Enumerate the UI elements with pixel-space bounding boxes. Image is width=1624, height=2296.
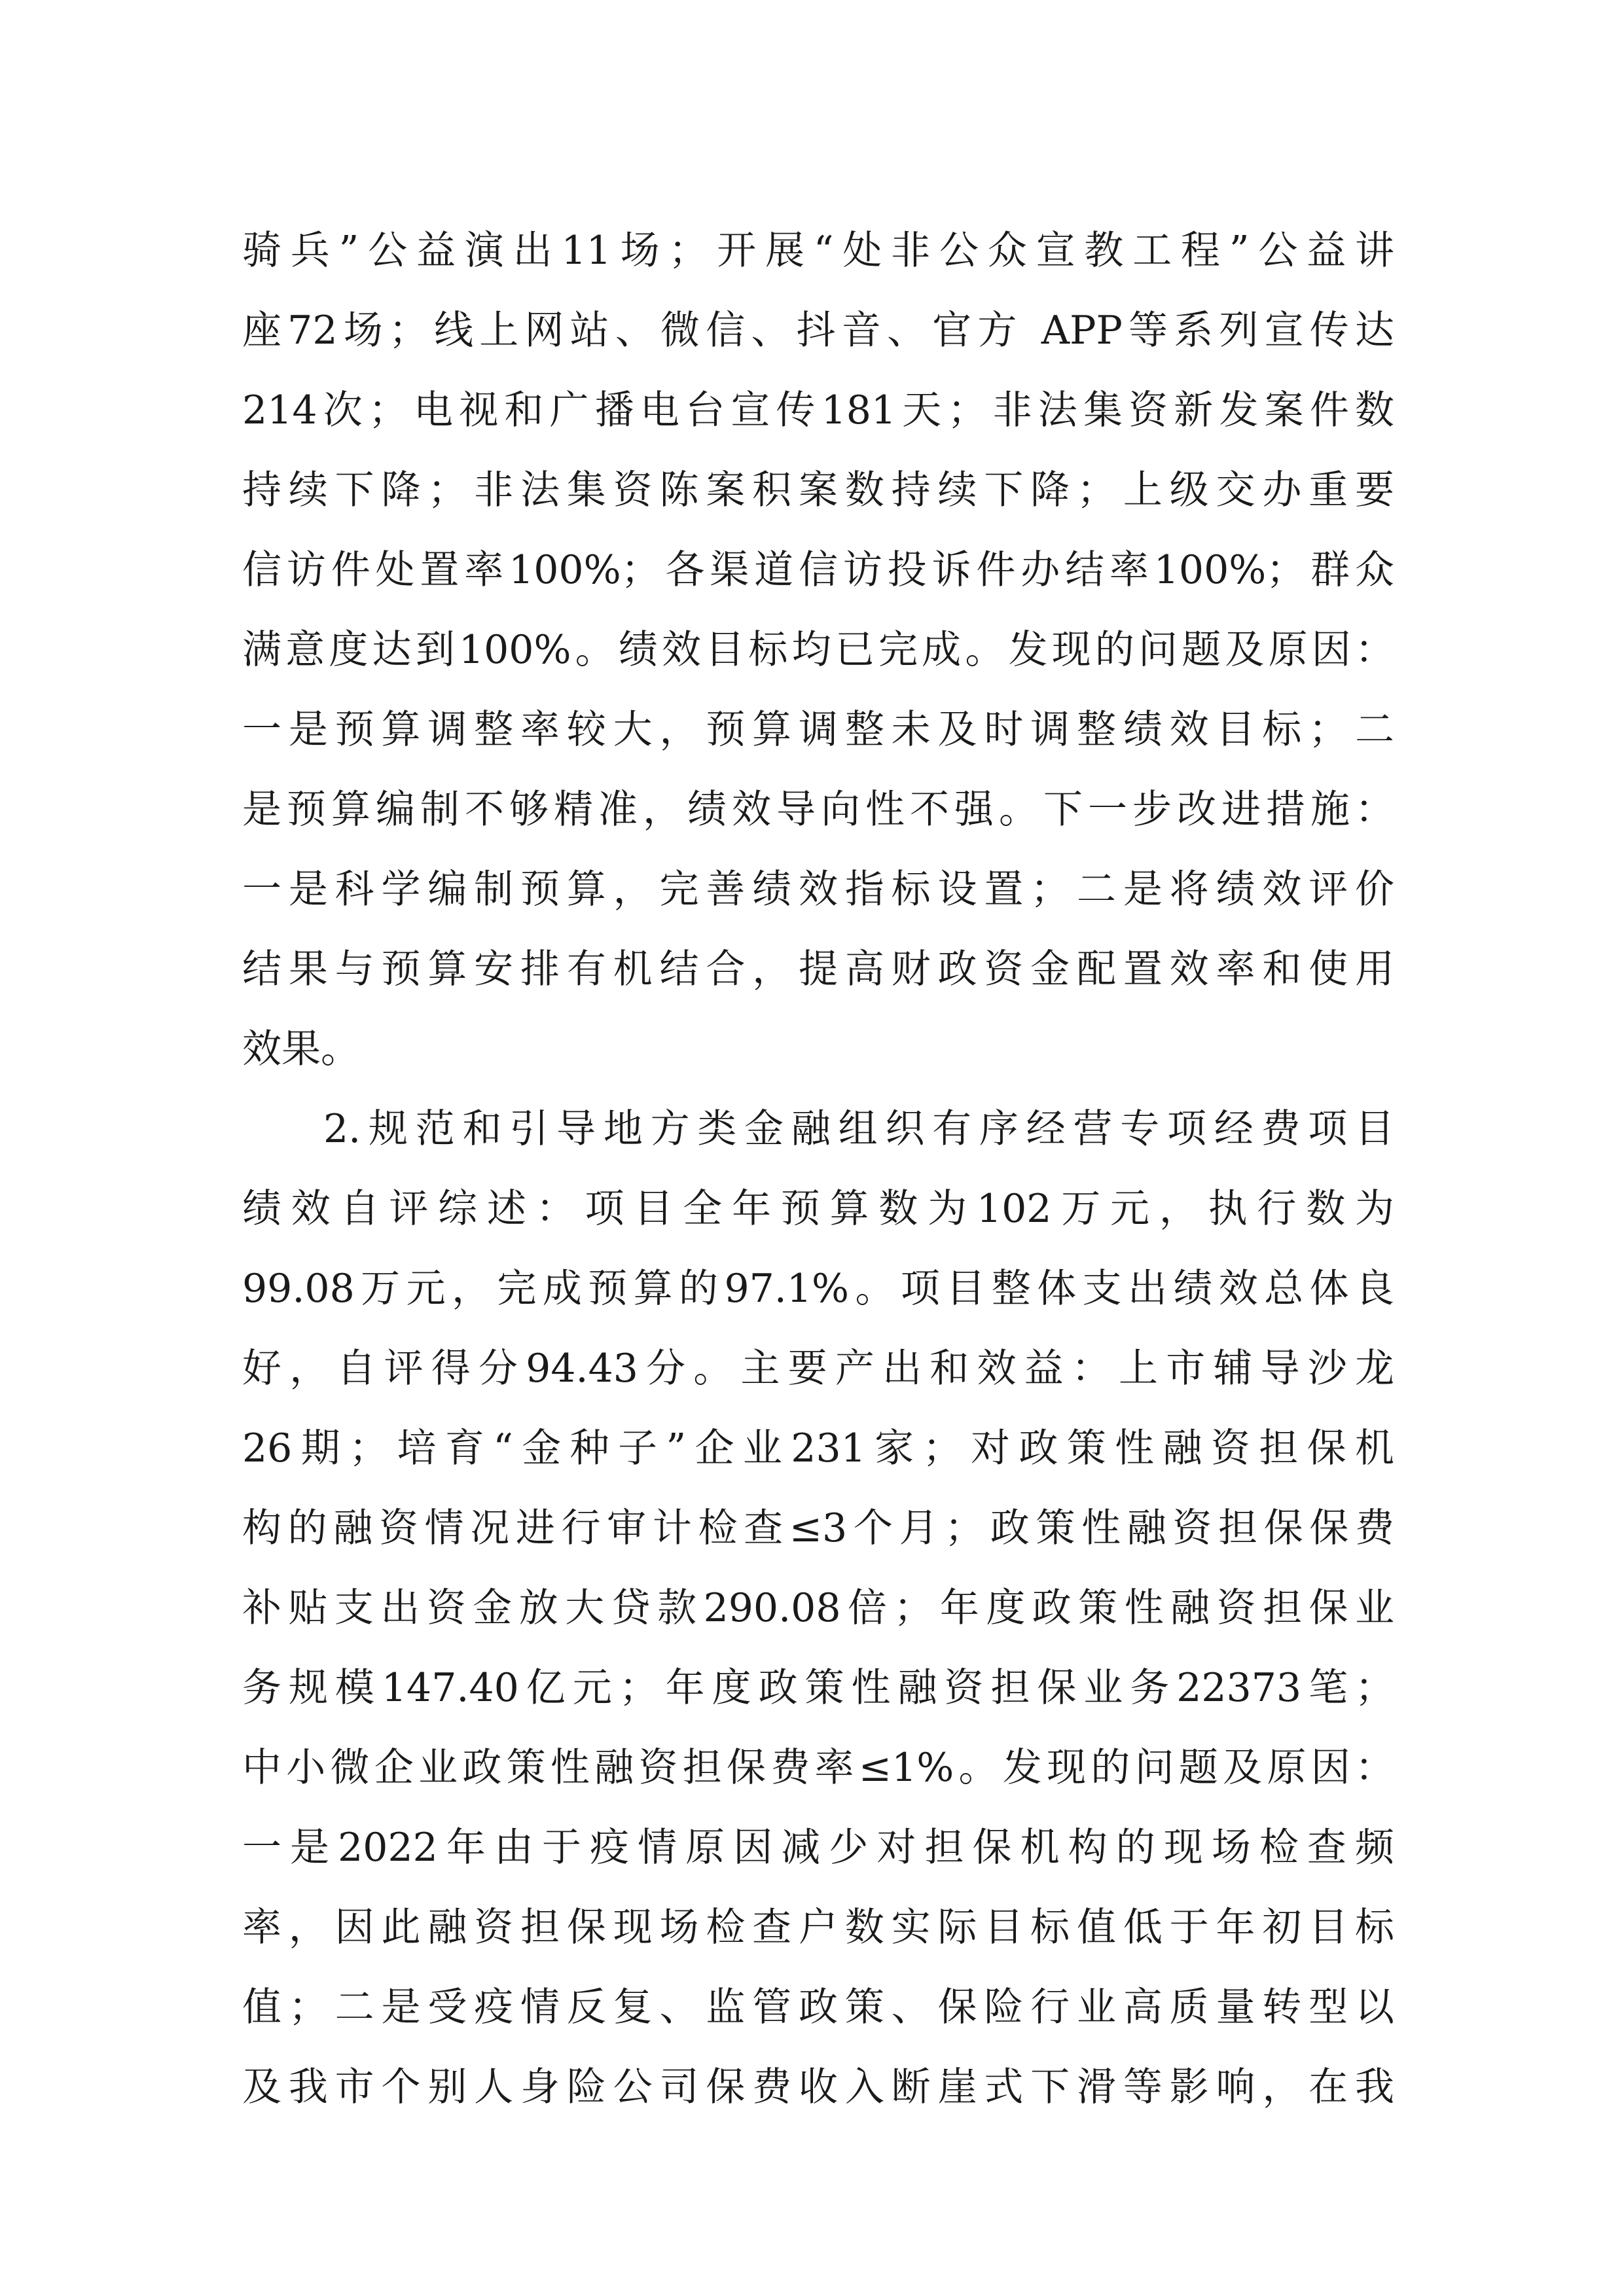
paragraph-line: 及我市个别人身险公司保费收入断崖式下滑等影响，在我 (242, 2064, 1394, 2110)
paragraph-line: 一是科学编制预算，完善绩效指标设置；二是将绩效评价 (242, 867, 1394, 912)
paragraph-line: 效果。 (242, 1026, 360, 1072)
section-heading-line: 2.规范和引导地方类金融组织有序经营专项经费项目 (323, 1106, 1394, 1152)
paragraph-line: 值；二是受疫情反复、监管政策、保险行业高质量转型以 (242, 1984, 1394, 2030)
paragraph-line: 26期；培育“金种子”企业231家；对政策性融资担保机 (242, 1426, 1394, 1471)
paragraph-line: 99.08万元，完成预算的97.1%。项目整体支出绩效总体良 (242, 1266, 1394, 1312)
paragraph-line: 满意度达到100%。绩效目标均已完成。发现的问题及原因： (242, 627, 1394, 673)
paragraph-line: 是预算编制不够精准，绩效导向性不强。下一步改进措施： (242, 787, 1394, 833)
paragraph-line: 中小微企业政策性融资担保费率≤1%。发现的问题及原因： (242, 1745, 1394, 1791)
paragraph-line: 绩效自评综述：项目全年预算数为102万元，执行数为 (242, 1186, 1394, 1232)
paragraph-line: 持续下降；非法集资陈案积案数持续下降；上级交办重要 (242, 467, 1394, 513)
paragraph-line: 214次；电视和广播电台宣传181天；非法集资新发案件数 (242, 387, 1394, 433)
paragraph-line: 构的融资情况进行审计检查≤3个月；政策性融资担保保费 (242, 1505, 1394, 1551)
paragraph-line: 好，自评得分94.43分。主要产出和效益：上市辅导沙龙 (242, 1346, 1394, 1391)
paragraph-line: 补贴支出资金放大贷款290.08倍；年度政策性融资担保业 (242, 1585, 1394, 1631)
paragraph-line: 骑兵”公益演出11场；开展“处非公众宣教工程”公益讲 (242, 228, 1394, 274)
paragraph-line: 率，因此融资担保现场检查户数实际目标值低于年初目标 (242, 1905, 1394, 1950)
paragraph-line: 一是2022年由于疫情原因减少对担保机构的现场检查频 (242, 1825, 1394, 1871)
paragraph-line: 座72场；线上网站、微信、抖音、官方 APP等系列宣传达 (242, 308, 1394, 353)
paragraph-line: 信访件处置率100%；各渠道信访投诉件办结率100%；群众 (242, 547, 1394, 593)
paragraph-line: 一是预算调整率较大，预算调整未及时调整绩效目标；二 (242, 707, 1394, 753)
body-text (242, 211, 1394, 2127)
paragraph-line: 结果与预算安排有机结合，提高财政资金配置效率和使用 (242, 946, 1394, 992)
paragraph-line: 务规模147.40亿元；年度政策性融资担保业务22373笔； (242, 1665, 1394, 1711)
